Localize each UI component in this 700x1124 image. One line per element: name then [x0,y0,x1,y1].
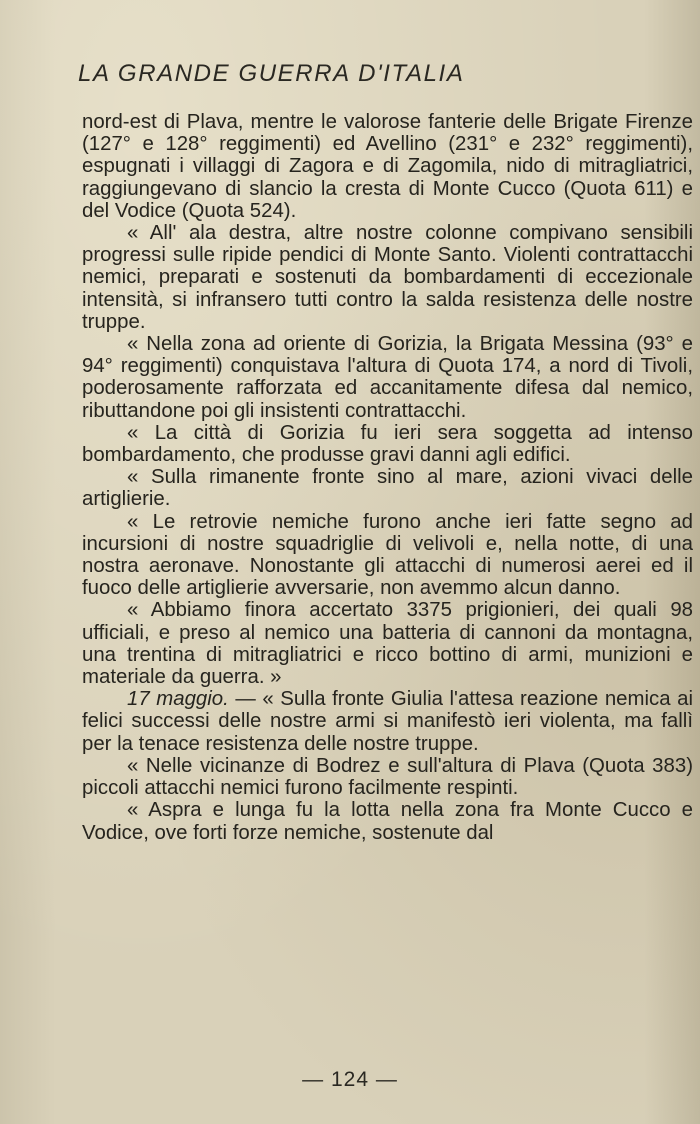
entry-text: — « Sulla fronte Giulia l'attesa reazione nemica ai felici successi delle nostre armi si manifestò ieri violenta, ma fallì per la tenace resistenza delle nostre truppe. [82,688,694,755]
page-number: — 124 — [302,1068,398,1091]
paragraph: « Abbiamo finora accertato 3375 prigionieri, dei quali 98 ufficiali, e preso al nemico una batteria di cannoni da montagna, una trentina di mitragliatrici e ricco bottino di armi, munizioni e materiale da guerra. » [82,599,693,689]
paragraph: « La città di Gorizia fu ieri sera soggetta ad intenso bombardamento, che produsse gravi danni agli edifici. [82,421,693,467]
running-head: LA GRANDE GUERRA D'ITALIA [78,60,465,87]
paragraph: « Le retrovie nemiche furono anche ieri fatte segno ad incursioni di nostre squadriglie di velivoli e, nella notte, di una nostra aeronave. Nonostante gli attacchi di numerosi aerei ed il fuoco delle artiglierie avversarie, non avemmo alcun danno. [82,510,693,600]
paragraph: « Aspra e lunga fu la lotta nella zona fra Monte Cucco e Vodice, ove forti forze nemiche, sostenute dal [82,799,693,844]
paragraph: « Nelle vicinanze di Bodrez e sull'altura di Plava (Quota 383) piccoli attacchi nemici furono facilmente respinti. [82,754,693,800]
paragraph: « Nella zona ad oriente di Gorizia, la Brigata Messina (93° e 94° reggimenti) conquistava l'altura di Quota 174, a nord di Tivoli, poderosamente rafforzata ed accanitamente difesa dal nemico, ributtandone poi gli insistenti contrattacchi. [82,333,693,422]
paragraph: « All' ala destra, altre nostre colonne compivano sensibili progressi sulle ripide pendici di Monte Santo. Violenti contrattacchi nemici, preparati e sostenuti da bombardamenti di eccezionale intensità, si infransero tutti contro la salda resistenza delle nostre truppe. [82,222,693,333]
dated-paragraph [82,688,693,755]
entry-date: 17 maggio. [127,688,229,711]
paragraph-continuation: nord-est di Plava, mentre le valorose fanterie delle Brigate Firenze (127° e 128° reggimenti) ed Avellino (231° e 232° reggimenti), espugnati i villaggi di Zagora e di Zagomila, nido di mitragliatrici, raggiungevano di slancio la cresta di Monte Cucco (Quota 611) e del Vodice (Quota 524). [82,111,693,222]
paragraph: « Sulla rimanente fronte sino al mare, azioni vivaci delle artiglierie. [82,466,693,511]
body-text [82,111,693,844]
